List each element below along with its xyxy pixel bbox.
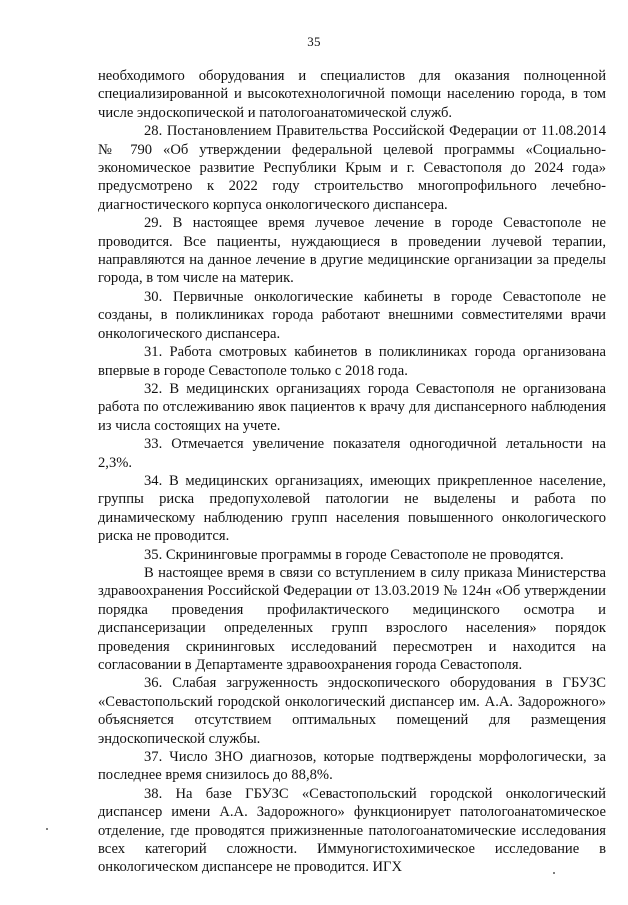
paragraph-37: 37. Число ЗНО диагнозов, которые подтверждены морфологически, за последнее время снизилось до 88,8%. xyxy=(98,749,606,784)
paragraph-33: 33. Отмечается увеличение показателя одногодичной летальности на 2,3%. xyxy=(98,436,606,471)
paragraph-38: 38. На базе ГБУЗС «Севастопольский городской онкологический диспансер имени А.А. Задорожного» функционирует патологоанатомическое отделение, где проводятся прижизненные патологоанатомические исследования всех категорий сложности. Иммуногистохимическое исследование в онкологическом диспансере не проводится. ИГХ xyxy=(98,785,606,876)
paragraph-32: 32. В медицинских организациях города Севастополя не организована работа по отслеживанию явок пациентов к врачу для диспансерного наблюдения из числа состоящих на учете. xyxy=(98,380,606,434)
paragraph-35: 35. Скрининговые программы в городе Севастополе не проводятся. xyxy=(144,546,564,563)
paragraph-31: 31. Работа смотровых кабинетов в поликлиниках города организована впервые в городе Севастополе только с 2018 года. xyxy=(98,344,606,379)
paragraph-36: 36. Слабая загруженность эндоскопического оборудования в ГБУЗС «Севастопольский городской онкологический диспансер им. А.А. Задорожного» объясняется отсутствием оптимальных помещений для размещения эндоскопической службы. xyxy=(98,675,606,747)
paragraph-35-continued: В настоящее время в связи со вступлением в силу приказа Министерства здравоохранения Российской Федерации от 13.03.2019 № 124н «Об утверждении порядка проведения профилактического медицинского осмотра и диспансеризации определенных групп взрослого населения» порядок проведения скрининговых исследований пересмотрен и находится на согласовании в Департаменте здравоохранения города Севастополя. xyxy=(98,564,606,673)
paragraph-continuation: необходимого оборудования и специалистов для оказания полноценной специализированной и высокотехнологичной помощи населению города, в том числе эндоскопической и патологоанатомической служб. xyxy=(98,68,606,121)
scan-speck xyxy=(553,872,555,874)
document-body xyxy=(98,67,606,877)
paragraph-30: 30. Первичные онкологические кабинеты в городе Севастополе не созданы, в поликлиниках города работают внешними совместителями врачи онкологического диспансера. xyxy=(98,288,606,342)
page-number: 35 xyxy=(307,34,321,49)
paragraph-29: 29. В настоящее время лучевое лечение в городе Севастополе не проводится. Все пациенты, нуждающиеся в проведении лучевой терапии, направляются на данное лечение в другие медицинские организации за пределы города, в том числе на материк. xyxy=(98,215,606,287)
scan-speck xyxy=(46,828,48,830)
paragraph-28: 28. Постановлением Правительства Российской Федерации от 11.08.2014 № 790 «Об утверждении федеральной целевой программы «Социально-экономическое развитие Республики Крым и г. Севастополя до 2024 года» предусмотрено к 2022 году строительство многопрофильного лечебно-диагностического корпуса онкологического диспансера. xyxy=(98,123,606,213)
paragraph-34: 34. В медицинских организациях, имеющих прикрепленное население, группы риска предопухолевой патологии не выделены и работа по динамическому наблюдению групп населения повышенного онкологического риска не проводится. xyxy=(98,472,606,545)
